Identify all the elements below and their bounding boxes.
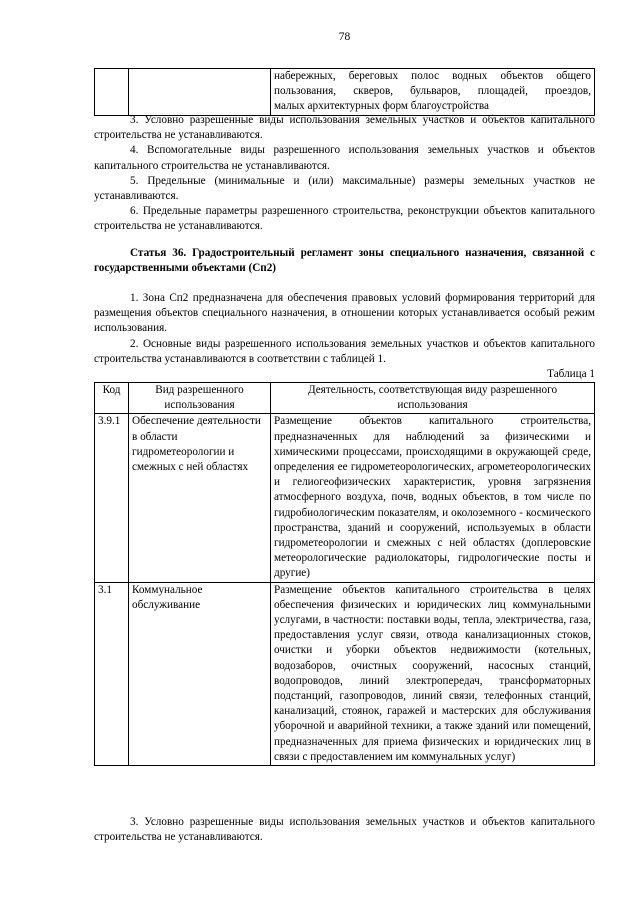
- row-code: 3.1: [95, 582, 129, 765]
- paragraph: 3. Условно разрешенные виды использования земельных участков и объектов капитального строительства не устанавливаются.: [94, 816, 595, 844]
- table-row: [95, 69, 595, 116]
- row-code: 3.9.1: [95, 414, 129, 582]
- header-name: Вид разрешенного использования: [129, 383, 271, 414]
- article-heading: Статья 36. Градостроительный регламент зоны специального назначения, связанной с государственными объектами (Сп2): [94, 247, 595, 275]
- paragraph: 2. Основные виды разрешенного использования земельных участков и объектов капитального строительства устанавливаются в соответствии с таблицей 1.: [94, 337, 595, 365]
- page-number: 78: [338, 31, 351, 43]
- table-cell-text: набережных, береговых полос водных объектов общего: [274, 70, 591, 82]
- row-name: Коммунальное обслуживание: [129, 582, 271, 765]
- main-table: [94, 382, 595, 766]
- paragraph: 4. Вспомогательные виды разрешенного использования земельных участков и объектов капитального строительства не устанавливаются.: [94, 144, 595, 172]
- table-cell-text: малых архитектурных форм благоустройства: [274, 100, 489, 113]
- row-desc: Размещение объектов капитального строительства в целях обеспечения физических и юридических лиц коммунальными услугами, в частности: поставки воды, тепла, электричества, газа, предоставления услуг связи, отвода канализационных стоков, очистки и уборки объектов недвижимости (котельных, водозаборов, очистных сооружений, насосных станций, водопроводов, линий электропередач, трансформаторных подстанций, газопроводов, линий связи, телефонных станций, канализаций, стоянок, гаражей и мастерских для обслуживания уборочной и аварийной техники, а также зданий или помещений, предназначенных для приема физических и юридических лиц в связи с предоставлением им коммунальных услуг): [271, 582, 595, 765]
- paragraph: 1. Зона Сп2 предназначена для обеспечения правовых условий формирования территорий для размещения объектов специального назначения, в отношении которых устанавливается особый режим использования.: [94, 292, 595, 335]
- paragraph: 5. Предельные (минимальные и (или) максимальные) размеры земельных участков не устанавливаются.: [94, 174, 595, 203]
- paragraph: 3. Условно разрешенные виды использования земельных участков и объектов капитального строительства не устанавливаются.: [94, 114, 595, 142]
- table-row: [95, 582, 595, 765]
- row-name: Обеспечение деятельности в области гидрометеорологии и смежных с ней областях: [129, 414, 271, 582]
- header-code: Код: [95, 383, 129, 414]
- table-label: Таблица 1: [547, 368, 595, 380]
- table-header-row: [95, 383, 595, 414]
- continuation-table: [94, 68, 595, 116]
- paragraph: 6. Предельные параметры разрешенного строительства, реконструкции объектов капитального строительства не устанавливаются.: [94, 205, 595, 233]
- table-row: [95, 414, 595, 582]
- header-desc: Деятельность, соответствующая виду разрешенного использования: [271, 383, 595, 414]
- table-cell-text: пользования, скверов, бульваров, площадей, проездов,: [274, 85, 591, 98]
- row-desc: Размещение объектов капитального строительства, предназначенных для наблюдений за физическими и химическими процессами, происходящими в окружающей среде, определения ее гидрометеорологических, агрометеорологических и гелиогеофизических характеристик, уровня загрязнения атмосферного воздуха, почв, водных объектов, в том числе по гидробиологическим показателям, и околоземного - космического пространства, зданий и сооружений, используемых в области гидрометеорологии и смежных с ней областях (доплеровские метеорологические радиолокаторы, гидрологические посты и другие): [271, 414, 595, 582]
